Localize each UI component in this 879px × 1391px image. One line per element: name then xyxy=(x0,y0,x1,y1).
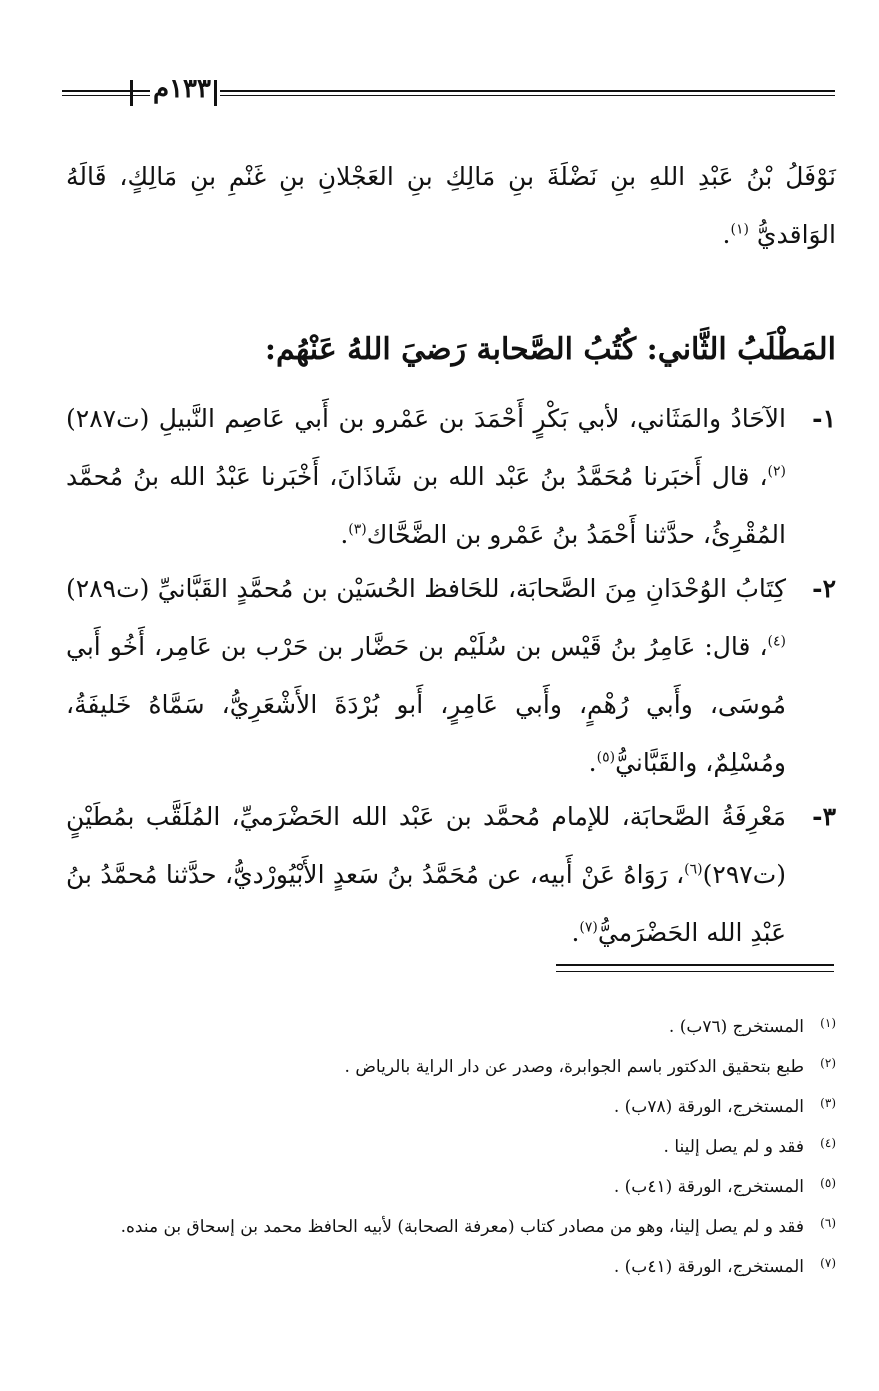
footnote-ref: (٧) xyxy=(579,919,598,936)
footnote-text: المستخرج، الورقة (٧٨ب) . xyxy=(613,1097,804,1117)
item-number: ٢- xyxy=(812,574,836,603)
intro-text: نَوْفَلُ بْنُ عَبْدِ اللهِ بنِ نَضْلَةَ بنِ مَالِكِ بنِ العَجْلانِ بنِ غَنْمِ بنِ مَالِكٍ، قَالَهُ الوَاقديُّ xyxy=(66,162,836,249)
page-header xyxy=(62,74,835,110)
item-text xyxy=(66,788,786,962)
item-text-part: ، قال: عَامِرُ بنُ قَيْس بن سُلَيْم بن حَضَّار بن حَرْب بن عَامِر، أَخُو أَبي مُوسَى، وأَبي رُهْمٍ، وأَبي عَامِرٍ، أَبو بُرْدَةَ الأَشْعَرِيُّ، سَمَّاهُ خَليفَةُ، ومُسْلِمٌ، والقَبَّانيُّ xyxy=(66,632,786,777)
item-end: . xyxy=(571,918,580,947)
header-bar xyxy=(130,80,133,106)
item-number: ١- xyxy=(812,404,836,433)
header-rule-left xyxy=(62,90,150,96)
list-item xyxy=(66,788,836,962)
header-rule-right xyxy=(220,90,835,96)
footnote-divider xyxy=(556,964,834,972)
footnote-number: (١) xyxy=(820,1016,836,1030)
footnote-text: المستخرج (٧٦ب) . xyxy=(668,1017,804,1037)
item-text xyxy=(66,390,786,564)
item-text-part: مَعْرِفَةُ الصَّحابَة، للإمام مُحمَّد بن عَبْد الله الحَضْرَميِّ، المُلَقَّب بمُطَيْنٍ (ت٢٩٧) xyxy=(66,802,786,889)
footnote xyxy=(66,1052,836,1082)
item-end: . xyxy=(588,748,597,777)
footnote-number: (٧) xyxy=(820,1256,836,1270)
header-bar xyxy=(214,80,217,106)
footnote xyxy=(66,1132,836,1162)
footnote-text: المستخرج، الورقة (٤١ب) . xyxy=(613,1177,804,1197)
footnote xyxy=(66,1012,836,1042)
footnote-number: (٦) xyxy=(820,1216,836,1230)
section-heading: المَطْلَبُ الثَّاني: كُتُبُ الصَّحابة رَضيَ اللهُ عَنْهُم: xyxy=(264,332,836,367)
item-number: ٣- xyxy=(812,802,836,831)
footnote xyxy=(66,1172,836,1202)
footnote-ref: (٢) xyxy=(767,463,786,480)
item-text-part: الآحَادُ والمَثَاني، لأبي بَكْرٍ أَحْمَدَ بن عَمْرو بن أَبي عَاصِم النَّبيلِ (ت٢٨٧) xyxy=(66,404,786,433)
item-text-part: كِتَابُ الوُحْدَانِ مِنَ الصَّحابَة، للحَافظ الحُسَيْن بن مُحمَّدٍ القَبَّانيِّ (ت٢٨٩) xyxy=(66,574,786,603)
footnote-text: المستخرج، الورقة (٤١ب) . xyxy=(613,1257,804,1277)
footnote-text: فقد و لم يصل إلينا . xyxy=(663,1137,804,1157)
item-text xyxy=(66,560,786,792)
list-item xyxy=(66,560,836,792)
footnotes xyxy=(66,1012,836,1292)
footnote-text: فقد و لم يصل إلينا، وهو من مصادر كتاب (معرفة الصحابة) لأبيه الحافظ محمد بن إسحاق بن منده. xyxy=(120,1217,804,1237)
footnote-ref: (٣) xyxy=(348,521,367,538)
footnote-number: (٢) xyxy=(820,1056,836,1070)
footnote-number: (٥) xyxy=(820,1176,836,1190)
footnote-ref: (١) xyxy=(730,221,749,238)
footnote-ref: (٥) xyxy=(596,749,616,766)
footnote-number: (٣) xyxy=(820,1096,836,1110)
item-text-part: ، قال أَخبَرنا مُحَمَّدُ بنُ عَبْد الله بن شَاذَانَ، أَخْبَرنا عَبْدُ الله بنُ مُحمَّد المُقْرِئُ، حدَّثنا أَحْمَدُ بنُ عَمْرو بن الضَّحَّاك xyxy=(66,462,786,549)
item-end: . xyxy=(340,520,349,549)
footnote-text: طبع بتحقيق الدكتور باسم الجوابرة، وصدر عن دار الراية بالرياض . xyxy=(344,1057,804,1077)
footnote xyxy=(66,1252,836,1282)
page-number: ١٣٣م xyxy=(152,74,211,104)
footnote-ref: (٤) xyxy=(767,633,786,650)
intro-paragraph xyxy=(66,148,836,264)
list-item xyxy=(66,390,836,564)
intro-end: . xyxy=(722,220,731,249)
item-text-part: ، رَوَاهُ عَنْ أَبيه، عن مُحَمَّدُ بنُ سَعدٍ الأَبْيُورْديُّ، حدَّثنا مُحمَّدُ بنُ عَبْدِ الله الحَضْرَميُّ xyxy=(66,860,786,947)
footnote-ref: (٦) xyxy=(684,861,703,878)
footnote-number: (٤) xyxy=(820,1136,836,1150)
footnote xyxy=(66,1092,836,1122)
footnote xyxy=(66,1212,836,1242)
